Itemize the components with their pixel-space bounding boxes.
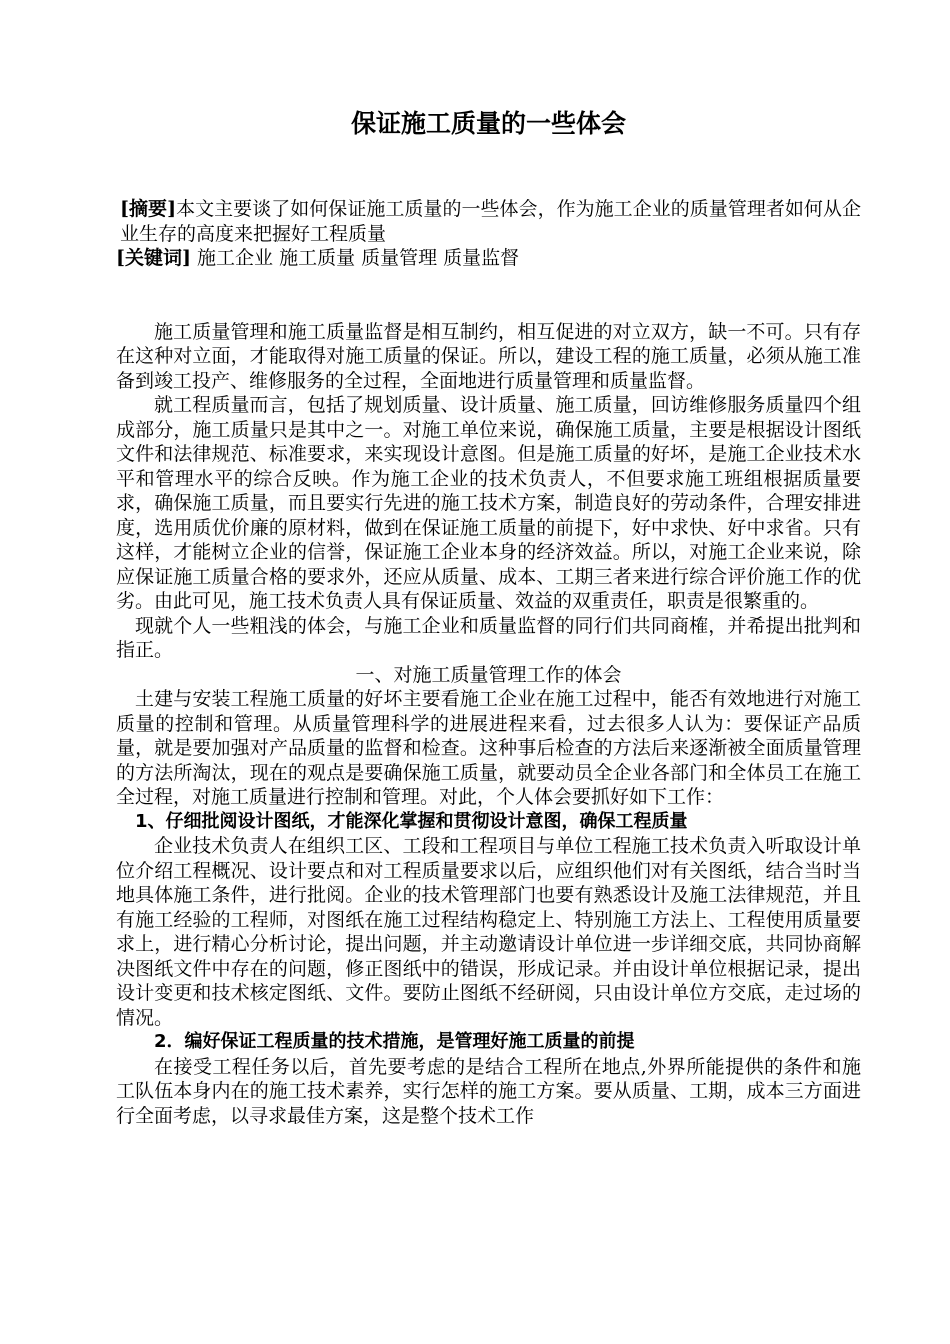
abstract: [116, 197, 861, 246]
keywords-text: 施工企业 施工质量 质量管理 质量监督: [190, 247, 520, 269]
abstract-text: 本文主要谈了如何保证施工质量的一些体会，作为施工企业的质量管理者如何从企业生存的高度来把握好工程质量: [120, 198, 861, 245]
document-page: [116, 0, 861, 1344]
section-intro: 土建与安装工程施工质量的好坏主要看施工企业在施工过程中，能否有效地进行对施工质量的控制和管理。从质量管理科学的进展进程来看，过去很多人认为：要保证产品质量，就是要加强对产品质量的监督和检查。这种事后检查的方法后来逐渐被全面质量管理的方法所淘汰，现在的观点是要确保施工质量，就要动员全企业各部门和全体员工在施工全过程，对施工质量进行控制和管理。对此，个人体会要抓好如下工作：: [116, 688, 861, 808]
keywords: [116, 246, 861, 271]
body-paragraph: 就工程质量而言，包括了规划质量、设计质量、施工质量，回访维修服务质量四个组成部分，施工质量只是其中之一。对施工单位来说，确保施工质量，主要是根据设计图纸文件和法律规范、标准要求，来实现设计意图。但是施工质量的好坏，是施工企业技术水平和管理水平的综合反映。作为施工企业的技术负责人，不但要求施工班组根据质量要求，确保施工质量，而且要实行先进的施工技术方案，制造良好的劳动条件，合理安排进度，选用质优价廉的原材料，做到在保证施工质量的前提下，好中求快、好中求省。只有这样，才能树立企业的信誉，保证施工企业本身的经济效益。所以，对施工企业来说，除应保证施工质量合格的要求外，还应从质量、成本、工期三者来进行综合评价施工作的优劣。由此可见，施工技术负责人具有保证质量、效益的双重责任，职责是很繁重的。: [116, 394, 861, 612]
body-paragraph: 现就个人一些粗浅的体会，与施工企业和质量监督的同行们共同商榷，并希提出批判和指正。: [116, 614, 861, 661]
section-heading: 一、对施工质量管理工作的体会: [355, 663, 622, 686]
subheading: 1、仔细批阅设计图纸，才能深化掌握和贯彻设计意图，确保工程质量: [135, 810, 688, 832]
spacer: [116, 271, 861, 320]
document-body: [116, 197, 861, 1128]
subheading-paragraph: 企业技术负责人在组织工区、工段和工程项目与单位工程施工技术负责入听取设计单位介绍工程概况、设计要点和对工程质量要求以后，应组织他们对有关图纸，结合当时当地具体施工条件，进行批阅。企业的技术管理部门也要有熟悉设计及施工法律规范，并且有施工经验的工程师，对图纸在施工过程结构稳定上、特别施工方法上、工程使用质量要求上，进行精心分析讨论，提出问题，并主动邀请设计单位进一步详细交底，共同协商解决图纸文件中存在的问题，修正图纸中的错误，形成记录。并由设计单位根据记录，提出设计变更和技术核定图纸、文件。要防止图纸不经研阅，只由设计单位方交底，走过场的情况。: [116, 835, 861, 1029]
abstract-label: [摘要]: [120, 198, 177, 220]
body-paragraph: 施工质量管理和施工质量监督是相互制约，相互促进的对立双方，缺一不可。只有存在这种对立面，才能取得对施工质量的保证。所以，建设工程的施工质量，必须从施工准备到竣工投产、维修服务的全过程，全面地进行质量管理和质量监督。: [116, 320, 861, 392]
document-title: 保证施工质量的一些体会: [350, 109, 626, 138]
subheading: 2．编好保证工程质量的技术措施，是管理好施工质量的前提: [154, 1031, 635, 1052]
keywords-label: [关键词]: [116, 247, 191, 269]
subheading-paragraph: 在接受工程任务以后，首先要考虑的是结合工程所在地点,外界所能提供的条件和施工队伍本身内在的施工技术素养，实行怎样的施工方案。要从质量、工期，成本三方面进行全面考虑，以寻求最佳方案，这是整个技术工作: [116, 1055, 861, 1127]
